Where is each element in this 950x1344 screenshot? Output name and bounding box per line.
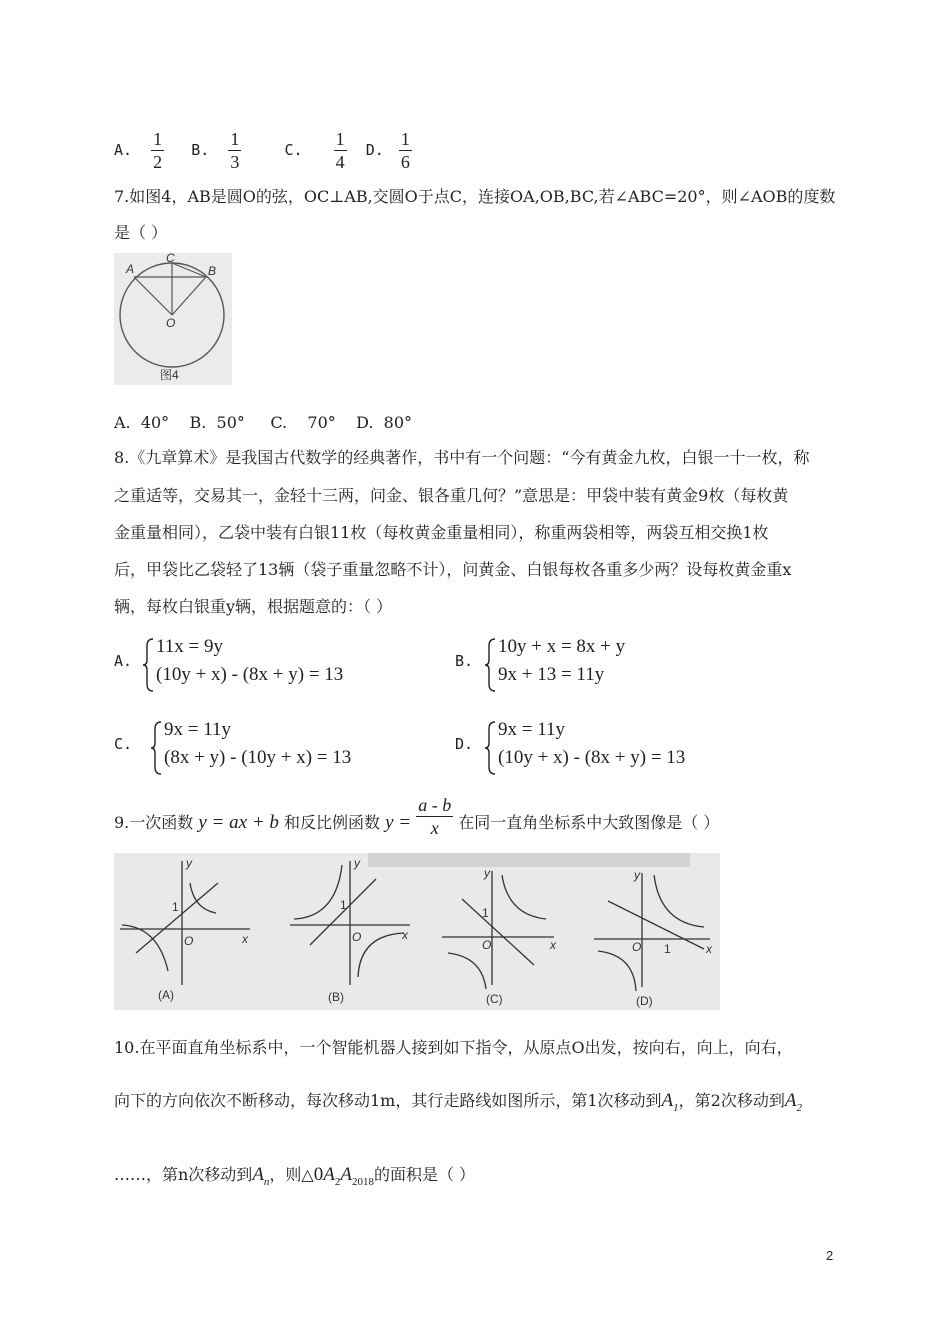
q8-option-d-label: D. xyxy=(455,735,474,753)
svg-text:y: y xyxy=(354,856,360,870)
q6-option-a-label: A. xyxy=(114,141,133,159)
q10-line3-b: ，则△ xyxy=(269,1165,314,1184)
q8-line5: 辆，每枚白银重y辆，根据题意的：（ ） xyxy=(114,597,393,616)
q6-options xyxy=(114,128,412,173)
q9-graphs xyxy=(114,853,720,1010)
svg-text:x: x xyxy=(242,932,248,946)
eq2: 9x + 13 = 11y xyxy=(498,664,605,685)
svg-text:(A): (A) xyxy=(158,988,174,1002)
svg-text:y: y xyxy=(186,856,192,870)
eq2: (8x + y) - (10y + x) = 13 xyxy=(164,747,352,768)
svg-text:O: O xyxy=(352,930,362,944)
brace-icon xyxy=(484,638,496,692)
svg-text:(C): (C) xyxy=(486,992,503,1006)
q10-a2: $A_2$ xyxy=(784,1090,802,1114)
svg-text:x: x xyxy=(402,928,408,942)
label-c: C xyxy=(166,253,175,265)
circle-figure xyxy=(114,253,232,385)
label-o: O xyxy=(166,316,176,330)
q10-line1: 10.在平面直角坐标系中，一个智能机器人接到如下指令，从原点O出发，按向右，向上，向右， xyxy=(114,1038,793,1057)
q7-options: A. 40° B. 50° C. 70° D. 80° xyxy=(114,413,412,432)
svg-text:O: O xyxy=(482,938,492,952)
q10-an: $A_n$ xyxy=(252,1164,270,1188)
q6-option-a-fraction: $\frac{1}{2}$ xyxy=(153,129,163,172)
brace-icon xyxy=(142,638,154,692)
q10-a1: $A_1$ xyxy=(661,1090,679,1114)
q9-inverse-fraction: $\frac{a - b}{x}$ xyxy=(418,795,452,838)
q8-line3: 金重量相同），乙袋中装有白银11枚（每枚黄金重量相同），称重两袋相等，两袋互相交换1枚 xyxy=(114,523,769,542)
brace-icon xyxy=(150,721,162,775)
label-b: B xyxy=(208,264,217,278)
svg-text:y: y xyxy=(484,866,490,880)
label-a: A xyxy=(126,262,135,276)
q9-prefix: 9.一次函数 xyxy=(114,813,194,832)
q8-option-c-label: C. xyxy=(114,735,133,753)
svg-text:(B): (B) xyxy=(328,990,344,1004)
q10-line3-c: 的面积是（ ） xyxy=(373,1165,476,1184)
svg-text:(D): (D) xyxy=(636,994,653,1008)
q6-option-d-fraction: $\frac{1}{6}$ xyxy=(400,129,410,172)
svg-text:1: 1 xyxy=(340,898,347,912)
q10-line2-a: 向下的方向依次不断移动，每次移动1m，其行走路线如图所示，第1次移动到 xyxy=(114,1091,662,1110)
svg-text:O: O xyxy=(632,940,642,954)
q9-inverse-lhs: y = xyxy=(385,812,412,833)
q8-option-b-label: B. xyxy=(455,652,474,670)
q8-line1: 8.《九章算术》是我国古代数学的经典著作，书中有一个问题：“今有黄金九枚，白银一十一枚，称 xyxy=(114,448,810,467)
eq1: 10y + x = 8x + y xyxy=(498,636,626,657)
eq2: (10y + x) - (8x + y) = 13 xyxy=(156,664,344,685)
svg-text:x: x xyxy=(550,938,556,952)
q7-line1: 7.如图4，AB是圆O的弦，OC⊥AB,交圆O于点C，连接OA,OB,BC,若∠ABC=20°，则∠AOB的度数 xyxy=(114,187,836,206)
svg-text:1: 1 xyxy=(482,906,489,920)
svg-text:1: 1 xyxy=(664,942,671,956)
q9-suffix: 在同一直角坐标系中大致图像是（ ） xyxy=(458,813,720,832)
svg-text:O: O xyxy=(184,934,194,948)
q7-line2: 是（ ） xyxy=(114,223,168,242)
q9-linear-function: y = ax + b xyxy=(198,812,279,833)
svg-text:1: 1 xyxy=(172,900,179,914)
q8-option-a-label: A. xyxy=(114,652,133,670)
q10-triangle: $0A_2A_{2018}$ xyxy=(313,1164,374,1188)
q10-line2 xyxy=(114,1090,802,1119)
q10-line3 xyxy=(114,1164,475,1193)
q7-figure xyxy=(114,253,232,385)
figure-caption: 图4 xyxy=(160,368,179,382)
q6-option-c-label: C. xyxy=(284,141,303,159)
svg-text:y: y xyxy=(634,868,640,882)
q8-line2: 之重适等，交易其一，金轻十三两，问金、银各重几何？”意思是：甲袋中装有黄金9枚（每枚黄 xyxy=(114,486,789,505)
q6-option-b-fraction: $\frac{1}{3}$ xyxy=(230,129,240,172)
q6-option-c-fraction: $\frac{1}{4}$ xyxy=(335,129,345,172)
eq1: 11x = 9y xyxy=(156,636,224,657)
q8-line4: 后，甲袋比乙袋轻了13辆（袋子重量忽略不计），问黄金、白银每枚各重多少两？设每枚黄金重x xyxy=(114,560,792,579)
q6-option-b-label: B. xyxy=(191,141,210,159)
eq1: 9x = 11y xyxy=(164,719,232,740)
q9-middle: 和反比例函数 xyxy=(283,813,380,832)
q10-line3-a: ……，第n次移动到 xyxy=(114,1165,253,1184)
q9-stem xyxy=(114,795,720,839)
q6-option-d-label: D. xyxy=(365,141,384,159)
brace-icon xyxy=(484,721,496,775)
q10-line2-b: ，第2次移动到 xyxy=(678,1091,785,1110)
eq1: 9x = 11y xyxy=(498,719,566,740)
eq2: (10y + x) - (8x + y) = 13 xyxy=(498,747,686,768)
svg-text:x: x xyxy=(706,942,712,956)
page-number: 2 xyxy=(826,1248,834,1263)
graphs-photo xyxy=(114,853,720,1010)
